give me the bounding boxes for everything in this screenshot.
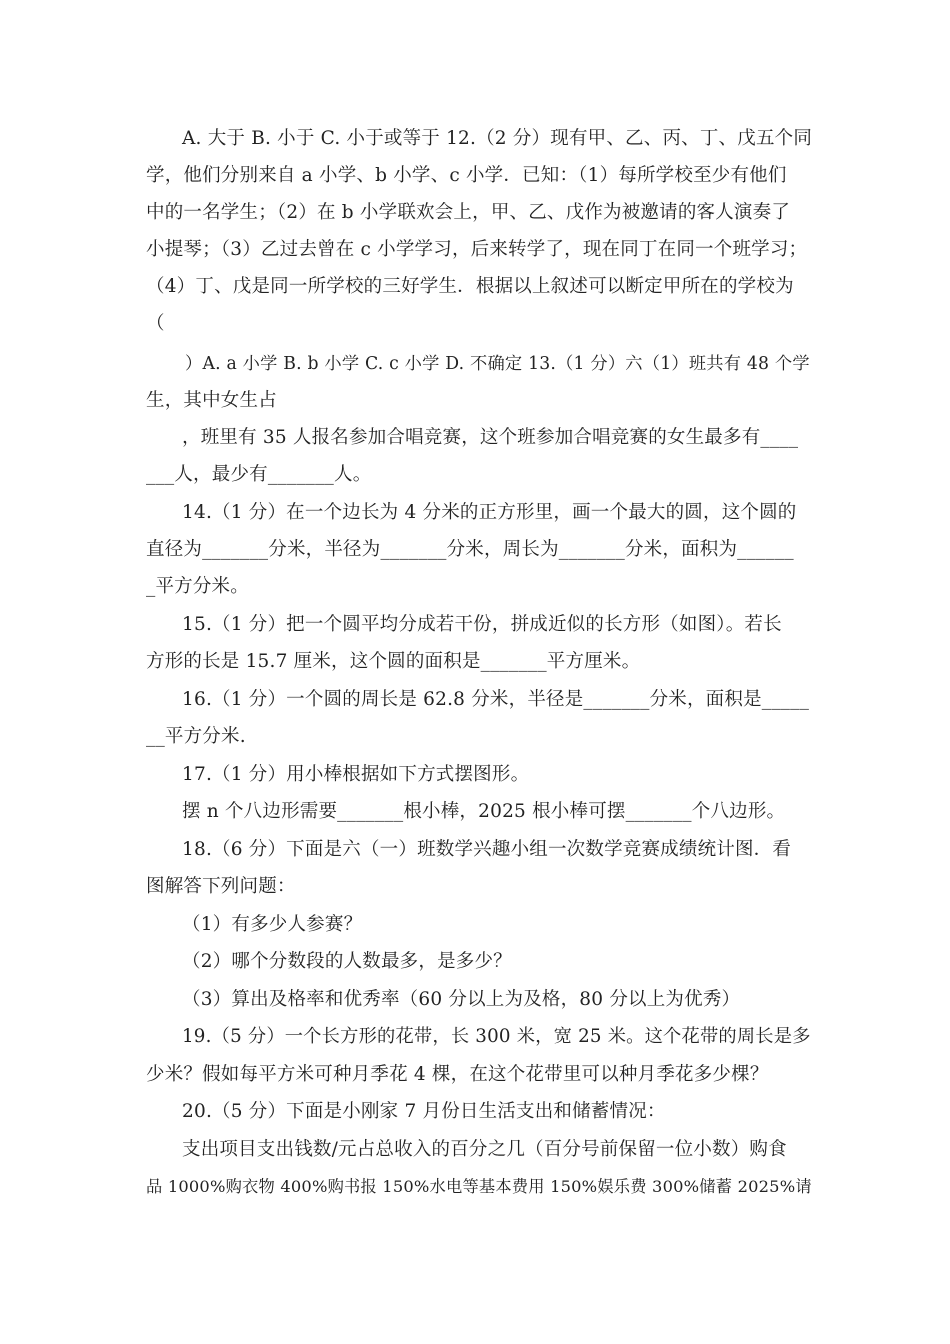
text-line-12: 直径为_______分米，半径为_______分米，周长为_______分米，面积为______ [146, 539, 794, 560]
text-line-11: 14.（1 分）在一个边长为 4 分米的正方形里，画一个最大的圆，这个圆的 [182, 502, 797, 523]
text-line-19: 摆 n 个八边形需要_______根小棒，2025 根小棒可摆_______个八边形。 [182, 801, 786, 822]
text-line-16: 16.（1 分）一个圆的周长是 62.8 分米，半径是_______分米，面积是_____ [182, 689, 810, 710]
text-line-1: A. 大于 B. 小于 C. 小于或等于 12.（2 分）现有甲、乙、丙、丁、戊五个同 [182, 128, 813, 149]
text-line-20: 18.（6 分）下面是六（一）班数学兴趣小组一次数学竞赛成绩统计图．看 [182, 839, 792, 860]
text-line-29: 品 1000%购衣物 400%购书报 150%水电等基本费用 150%娱乐费 300%储蓄 2025%请 [146, 1177, 812, 1196]
text-line-9: ，班里有 35 人报名参加合唱竞赛，这个班参加合唱竞赛的女生最多有____ [182, 427, 799, 448]
text-line-15: 方形的长是 15.7 厘米，这个圆的面积是_______平方厘米。 [146, 651, 641, 672]
text-line-10: ___人，最少有_______人。 [146, 464, 372, 485]
text-line-17: __平方分米. [146, 726, 246, 747]
text-line-26: 少米？假如每平方米可种月季花 4 棵，在这个花带里可以种月季花多少棵？ [146, 1064, 769, 1085]
text-line-14: 15.（1 分）把一个圆平均分成若干份，拼成近似的长方形（如图）。若长 [182, 614, 782, 635]
text-line-2: 学，他们分别来自 a 小学、b 小学、c 小学．已知：（1）每所学校至少有他们 [146, 165, 787, 186]
text-line-28: 支出项目支出钱数/元占总收入的百分之几（百分号前保留一位小数）购食 [182, 1139, 787, 1160]
text-line-3: 中的一名学生；（2）在 b 小学联欢会上，甲、乙、戊作为被邀请的客人演奏了 [146, 202, 791, 223]
text-line-7: ）A. a 小学 B. b 小学 C. c 小学 D. 不确定 13.（1 分）六（1）班共有 48 个学 [185, 354, 810, 374]
text-line-18: 17.（1 分）用小棒根据如下方式摆图形。 [182, 764, 530, 785]
text-line-27: 20.（5 分）下面是小刚家 7 月份日生活支出和储蓄情况： [182, 1101, 666, 1122]
text-line-22: （1）有多少人参赛？ [182, 914, 363, 935]
text-line-21: 图解答下列问题： [146, 876, 296, 897]
text-line-4: 小提琴；（3）乙过去曾在 c 小学学习，后来转学了，现在同丁在同一个班学习； [146, 239, 808, 260]
text-line-6: （ [146, 313, 165, 334]
text-line-25: 19.（5 分）一个长方形的花带，长 300 米，宽 25 米。这个花带的周长是多 [182, 1026, 811, 1047]
text-line-13: _平方分米。 [146, 576, 249, 597]
text-line-5: （4）丁、戊是同一所学校的三好学生．根据以上叙述可以断定甲所在的学校为 [146, 276, 794, 297]
text-line-8: 生，其中女生占 [146, 390, 277, 411]
text-line-24: （3）算出及格率和优秀率（60 分以上为及格，80 分以上为优秀） [182, 989, 741, 1010]
text-line-23: （2）哪个分数段的人数最多，是多少？ [182, 951, 512, 972]
